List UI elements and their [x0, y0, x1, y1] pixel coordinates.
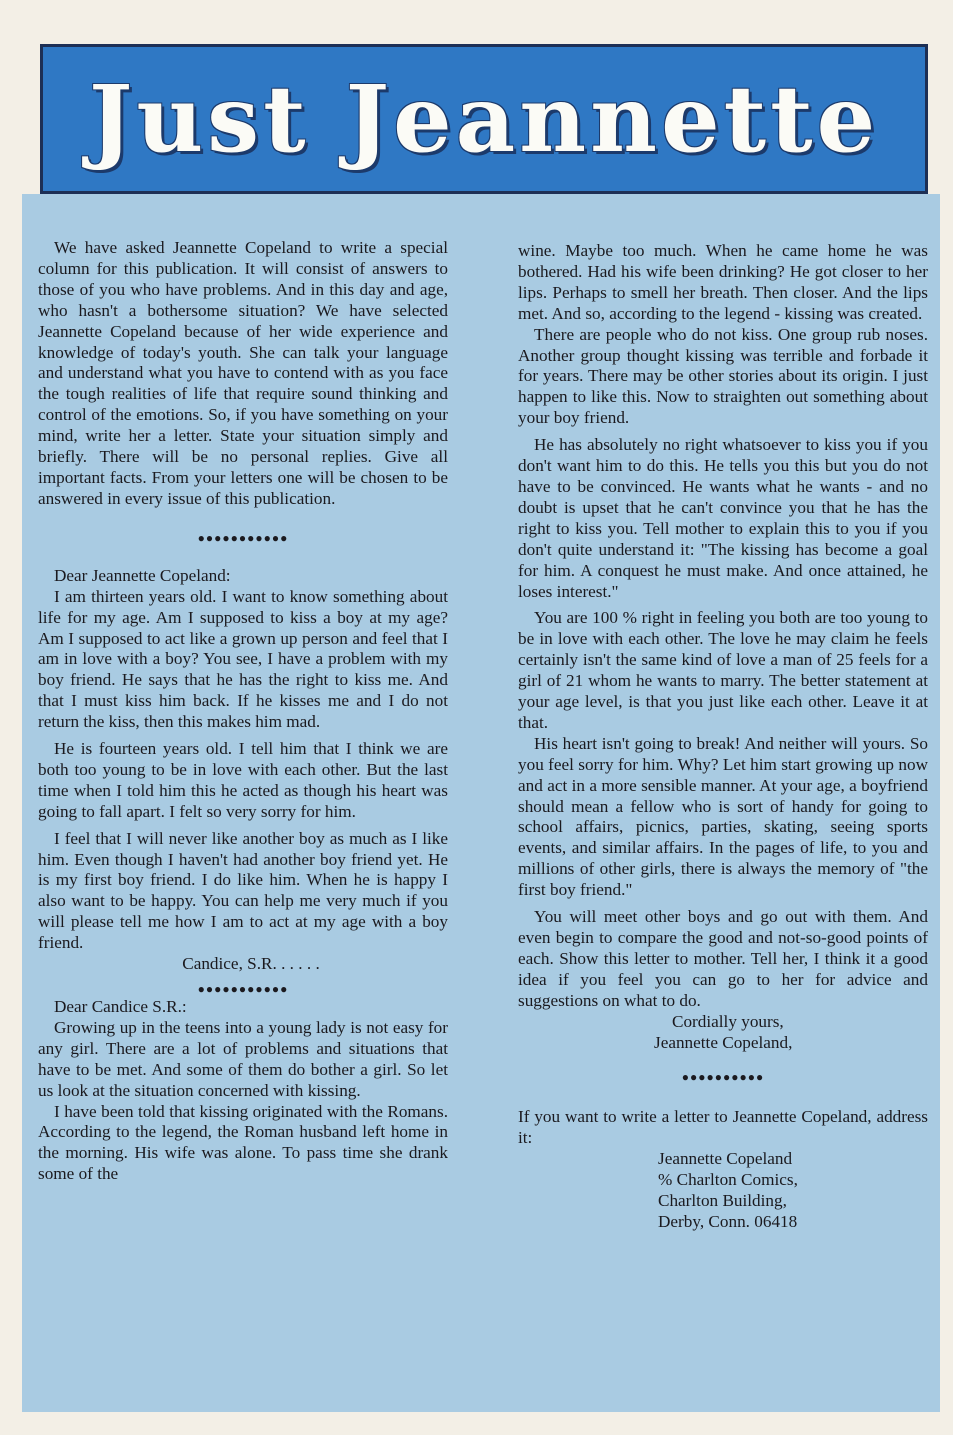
- letter-paragraph: He is fourteen years old. I tell him that I think we are both too young to be in love with each other. But the last time when I told him this he acted as though his heart was going to fall apart. I felt so very sorry for him.: [38, 739, 448, 821]
- reply-paragraph: He has absolutely no right whatsoever to kiss you if you don't want him to do this. He tells you this but you do not have to be convinced. He wants what he wants - and no doubt is upset that he can't convince you that he has the right to kiss you. Tell mother to explain this to you if you don't quite understand it: "The kissing has become a goal for him. A conquest he must make. And once attained, he loses interest.": [518, 435, 928, 601]
- closing-signature: Jeannette Copeland,: [654, 1032, 793, 1052]
- letter-paragraph: I feel that I will never like another boy as much as I like him. Even though I haven't had another boy friend yet. He is my first boy friend. I do like him. When he is happy I also want to be happy. You can help me very much if you will please tell me how I am to act at my age with a boy friend.: [38, 828, 448, 953]
- reply-salutation: Dear Candice S.R.:: [54, 997, 187, 1016]
- reply-paragraph: There are people who do not kiss. One group rub noses. Another group thought kissing was terrible and forbade it for years. There may be other stories about its origin. I just happen to like this. Now to straighten out something about your boy friend.: [518, 324, 928, 428]
- letter-paragraph: I am thirteen years old. I want to know something about life for my age. Am I supposed to kiss a boy at my age? Am I supposed to act like a grown up person and feel that I am in love with a boy? You see, I have a problem with my boy friend. He says that he has the right to kiss me. And that I must kiss him back. If he kisses me and I do not return the kiss, then this makes him mad.: [38, 586, 448, 732]
- page-title: Just Jeannette: [88, 65, 880, 173]
- address-line: % Charlton Comics,: [658, 1170, 798, 1190]
- reply-paragraph: You are 100 % right in feeling you both are too young to be in love with each other. The love he may claim he feels certainly isn't the same kind of love a man of 25 feels for a girl of 21 whom he wants to marry. The better statement at your age level, is that you just like each other. Leave it at that.: [518, 608, 928, 732]
- address-line: Derby, Conn. 06418: [658, 1211, 798, 1231]
- column-panel: [22, 194, 940, 1412]
- divider-ornament: ●●●●●●●●●●●: [197, 530, 289, 545]
- reply-paragraph: Growing up in the teens into a young lady is not easy for any girl. There are a lot of problems and situations that have to be met. And some of them do bother a girl. So let us look at the situation concerned with kissing.: [38, 1017, 448, 1100]
- divider-ornament: ●●●●●●●●●●: [681, 1070, 765, 1085]
- reply-paragraph: I have been told that kissing originated with the Romans. According to the legend, the Roman husband left home in the morning. His wife was alone. To pass time she drank some of the: [38, 1101, 448, 1184]
- reply-paragraph: You will meet other boys and go out with them. And even begin to compare the good and not-so-good points of each. Show this letter to mother. Tell her, I think it a good idea if you feel you can go to her for advice and suggestions on what to do.: [518, 907, 928, 1010]
- address-line: Charlton Building,: [658, 1191, 787, 1211]
- intro-paragraph: We have asked Jeannette Copeland to write a special column for this publication. It will consist of answers to those of you who have problems. And in this day and age, who hasn't a bothersome situation? We have selected Jeannette Copeland because of her wide experience and knowledge of today's youth. She can talk your language and understand what you have to contend with as you face the tough realities of life that require sound thinking and control of the emotions. So, if you have something on your mind, write her a letter. State your situation simply and briefly. There will be no personal replies. Give all important facts. From your letters one will be chosen to be answered in every issue of this publication.: [38, 238, 448, 508]
- closing-line: Cordially yours,: [672, 1011, 784, 1031]
- right-column: [518, 241, 928, 1233]
- divider-ornament: ●●●●●●●●●●●: [197, 982, 289, 996]
- reply-paragraph: His heart isn't going to break! And neither will yours. So you feel sorry for him. Why? Let him start growing up now and act in a more sensible manner. At your age, a boyfriend should mean a fellow who is sort of handy for going to school affairs, picnics, parties, skating, seeing sports events, and similar affairs. In the pages of life, to you and millions of other girls, there is always the memory of "the first boy friend.": [518, 733, 928, 900]
- left-column: [38, 238, 448, 1185]
- letter-salutation: Dear Jeannette Copeland:: [54, 565, 231, 585]
- page-margin: [0, 1412, 953, 1435]
- address-line: Jeannette Copeland: [658, 1149, 793, 1169]
- title-banner: [40, 44, 928, 194]
- letter-signature: Candice, S.R. . . . . .: [182, 954, 320, 974]
- reply-paragraph: wine. Maybe too much. When he came home he was bothered. Had his wife been drinking? He got closer to her lips. Perhaps to smell her breath. Then closer. And the lips met. And so, according to the legend - kissing was created.: [518, 241, 928, 323]
- address-intro: If you want to write a letter to Jeannette Copeland, address it:: [518, 1107, 928, 1148]
